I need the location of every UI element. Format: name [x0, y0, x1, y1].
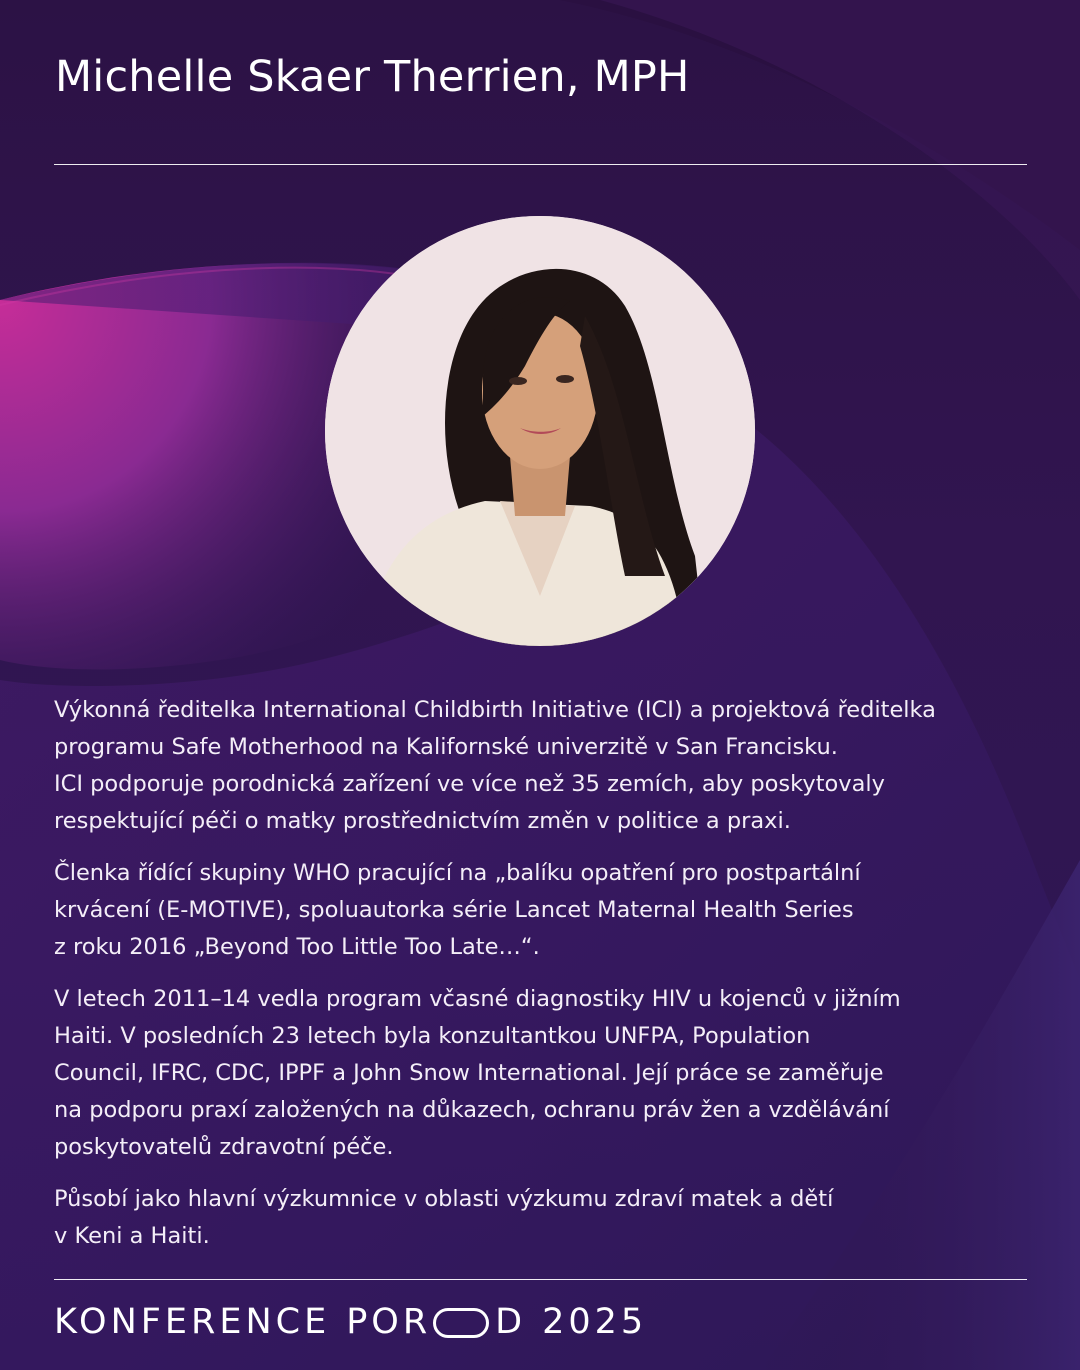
- logo-word-porod-prefix: POR: [346, 1302, 432, 1342]
- speaker-photo: [325, 216, 755, 646]
- top-divider: [54, 164, 1027, 165]
- logo-word-konference: KONFERENCE: [54, 1302, 331, 1342]
- rounded-rectangle-o-icon: [433, 1308, 489, 1338]
- logo-word-porod-suffix: D: [495, 1302, 527, 1342]
- bio-paragraph: Výkonná ředitelka International Childbirth Initiative (ICI) a projektová ředitelka programu Safe Motherhood na Kalifornské univerzitě v San Francisku. ICI podporuje porodnická zařízení ve více než 35 zemích, aby poskytovaly respektující péči o matky prostřednictvím změn v politice a praxi.: [54, 697, 936, 834]
- conference-logo: [54, 1302, 647, 1342]
- bio-paragraph: Působí jako hlavní výzkumnice v oblasti výzkumu zdraví matek a dětí v Keni a Haiti.: [54, 1186, 834, 1249]
- bio-paragraph: V letech 2011–14 vedla program včasné diagnostiky HIV u kojenců v jižním Haiti. V posledních 23 letech byla konzultantkou UNFPA, Population Council, IFRC, CDC, IPPF a John Snow International. Její práce se zaměřuje na podporu praxí založených na důkazech, ochranu práv žen a vzdělávání poskytovatelů zdravotní péče.: [54, 986, 901, 1160]
- speaker-name: Michelle Skaer Therrien, MPH: [55, 52, 690, 102]
- portrait-illustration: [325, 216, 755, 646]
- bio-paragraph: Členka řídící skupiny WHO pracující na „balíku opatření pro postpartální krvácení (E-MOTIVE), spoluautorka série Lancet Maternal Health Series z roku 2016 „Beyond Too Little Too Late…“.: [54, 860, 861, 960]
- bio-text: [54, 692, 1044, 1270]
- bottom-divider: [54, 1279, 1027, 1280]
- logo-year: 2025: [542, 1302, 648, 1342]
